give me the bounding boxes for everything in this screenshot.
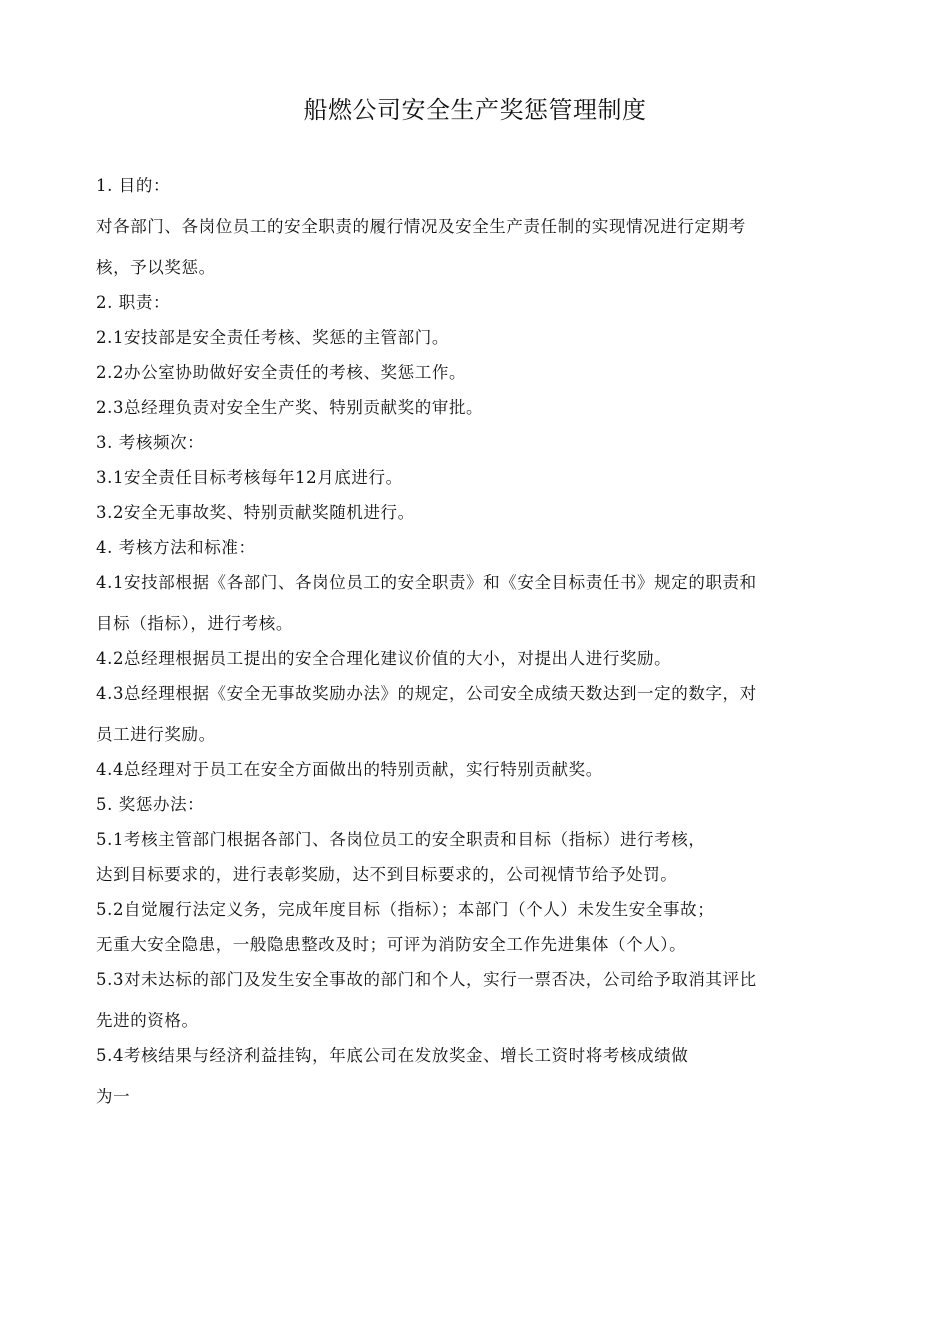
- paragraph-line: 无重大安全隐患，一般隐患整改及时；可评为消防安全工作先进集体（个人）。: [96, 935, 687, 954]
- paragraph-line: 2.3总经理负责对安全生产奖、特别贡献奖的审批。: [96, 398, 484, 417]
- section-heading-methods: 4. 考核方法和标准：: [96, 538, 256, 557]
- section-heading-purpose: 1. 目的：: [96, 176, 171, 195]
- section-heading-frequency: 3. 考核频次：: [96, 433, 205, 452]
- paragraph-line: 5.3对未达标的部门及发生安全事故的部门和个人，实行一票否决，公司给予取消其评比: [96, 970, 757, 989]
- paragraph-line: 对各部门、各岗位员工的安全职责的履行情况及安全生产责任制的实现情况进行定期考: [96, 217, 746, 236]
- paragraph-line: 3.1安全责任目标考核每年12月底进行。: [96, 468, 403, 487]
- paragraph-line: 4.1安技部根据《各部门、各岗位员工的安全职责》和《安全目标责任书》规定的职责和: [96, 573, 757, 592]
- paragraph-line: 3.2安全无事故奖、特别贡献奖随机进行。: [96, 503, 415, 522]
- document-body: [96, 176, 846, 1106]
- paragraph-line: 达到目标要求的，进行表彰奖励，达不到目标要求的，公司视情节给予处罚。: [96, 865, 678, 884]
- paragraph-line: 2.1安技部是安全责任考核、奖惩的主管部门。: [96, 328, 449, 347]
- document-title: 船燃公司安全生产奖惩管理制度: [303, 96, 647, 124]
- paragraph-line: 5.1考核主管部门根据各部门、各岗位员工的安全职责和目标（指标）进行考核，: [96, 830, 706, 849]
- paragraph-line: 2.2办公室协助做好安全责任的考核、奖惩工作。: [96, 363, 467, 382]
- paragraph-line: 先进的资格。: [96, 1011, 199, 1030]
- paragraph-line: 4.2总经理根据员工提出的安全合理化建议价值的大小，对提出人进行奖励。: [96, 649, 672, 668]
- paragraph-line: 员工进行奖励。: [96, 725, 216, 744]
- paragraph-line: 4.4总经理对于员工在安全方面做出的特别贡献，实行特别贡献奖。: [96, 760, 603, 779]
- paragraph-line: 目标（指标），进行考核。: [96, 614, 293, 633]
- paragraph-line: 核，予以奖惩。: [96, 258, 216, 277]
- paragraph-line: 为一: [96, 1087, 131, 1106]
- section-heading-rewards: 5. 奖惩办法：: [96, 795, 205, 814]
- section-heading-duties: 2. 职责：: [96, 293, 171, 312]
- paragraph-line: 5.2自觉履行法定义务，完成年度目标（指标）；本部门（个人）未发生安全事故；: [96, 900, 715, 919]
- paragraph-line: 5.4考核结果与经济利益挂钩，年底公司在发放奖金、增长工资时将考核成绩做: [96, 1046, 689, 1065]
- paragraph-line: 4.3总经理根据《安全无事故奖励办法》的规定，公司安全成绩天数达到一定的数字，对: [96, 684, 757, 703]
